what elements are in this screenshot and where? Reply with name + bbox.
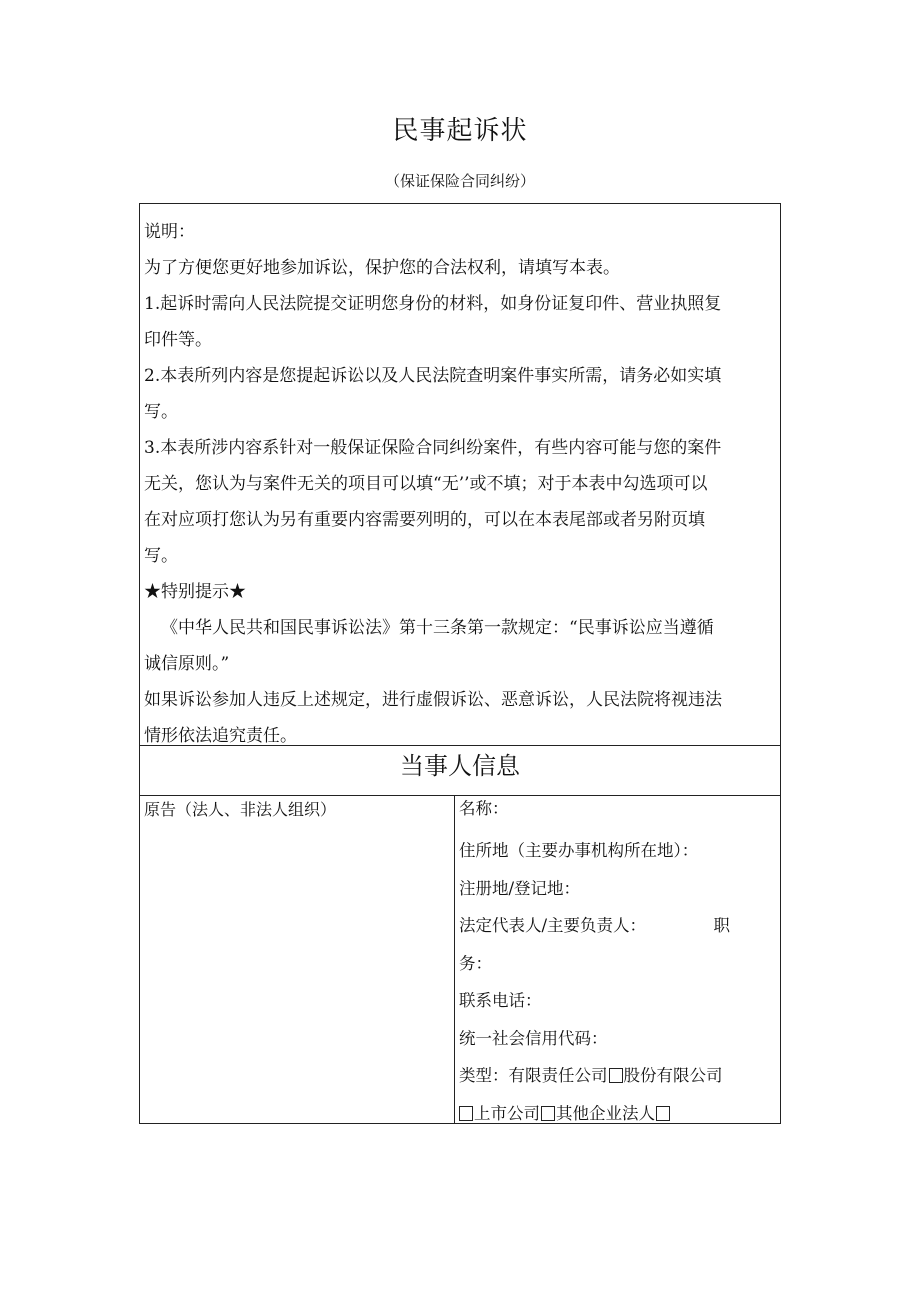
checkbox-joint-stock[interactable] — [459, 1106, 473, 1121]
instruction-item-3-line-4: 写。 — [144, 546, 178, 566]
plaintiff-fields — [455, 796, 780, 1123]
field-credit-code[interactable]: 统一社会信用代码： — [459, 1028, 608, 1048]
field-position-part-2[interactable]: 务： — [459, 953, 492, 973]
law-citation-line-1: 《中华人民共和国民事诉讼法》第十三条第一款规定：“民事诉讼应当遵循 — [161, 618, 714, 638]
field-type-label: 类型： — [459, 1066, 509, 1085]
type-option-joint-stock: 股份有限公司 — [623, 1066, 723, 1085]
instructions-heading: 说明： — [144, 222, 195, 242]
law-citation-line-2: 诚信原则。” — [144, 654, 230, 674]
checkbox-listed[interactable] — [541, 1106, 555, 1121]
field-representative-row — [459, 907, 772, 945]
type-option-other: 其他企业法人 — [556, 1103, 655, 1123]
field-name[interactable]: 名称： — [459, 799, 509, 818]
checkbox-llc[interactable] — [609, 1068, 623, 1083]
field-phone[interactable]: 联系电话： — [459, 991, 542, 1010]
instruction-item-1-line-1: 1.起诉时需向人民法院提交证明您身份的材料，如身份证复印件、营业执照复 — [144, 294, 722, 314]
instructions-section — [140, 204, 780, 746]
instruction-item-3-line-2: 无关，您认为与案件无关的项目可以填“无’’或不填；对于本表中勾选项可以 — [144, 474, 708, 494]
page-title: 民事起诉状 — [392, 116, 528, 146]
instruction-item-3-line-1: 3.本表所涉内容系针对一般保证保险合同纠纷案件，有些内容可能与您的案件 — [144, 438, 722, 458]
checkbox-other[interactable] — [656, 1106, 670, 1121]
complaint-form-table — [139, 203, 781, 1124]
special-notice-heading: ★特别提示★ — [144, 582, 246, 602]
type-option-listed: 上市公司 — [474, 1103, 540, 1123]
field-registered[interactable]: 注册地/登记地： — [459, 878, 581, 898]
field-type-row-1 — [459, 1057, 772, 1095]
field-type-row-2 — [459, 1095, 772, 1133]
warning-line-2: 情形依法追究责任。 — [144, 726, 297, 746]
field-address[interactable]: 住所地（主要办事机构所在地）： — [459, 841, 699, 860]
type-option-llc: 有限责任公司 — [508, 1066, 608, 1085]
field-position-part-1: 职 — [713, 916, 730, 935]
warning-line-1: 如果诉讼参加人违反上述规定，进行虚假诉讼、恶意诉讼，人民法院将视违法 — [144, 690, 722, 710]
instruction-item-2-line-1: 2.本表所列内容是您提起诉讼以及人民法院查明案件事实所需，请务必如实填 — [144, 366, 722, 386]
instruction-item-2-line-2: 写。 — [144, 402, 178, 422]
instruction-item-3-line-3: 在对应项打您认为另有重要内容需要列明的，可以在本表尾部或者另附页填 — [144, 510, 705, 530]
page-subtitle: （保证保险合同纠纷） — [384, 172, 535, 190]
field-representative[interactable]: 法定代表人/主要负责人： — [459, 916, 647, 935]
instruction-item-1-line-2: 印件等。 — [144, 330, 212, 350]
party-info-header: 当事人信息 — [140, 746, 780, 796]
instructions-intro: 为了方便您更好地参加诉讼，保护您的合法权利，请填写本表。 — [144, 258, 620, 278]
plaintiff-row — [140, 796, 780, 1123]
plaintiff-label: 原告（法人、非法人组织） — [140, 796, 455, 1123]
